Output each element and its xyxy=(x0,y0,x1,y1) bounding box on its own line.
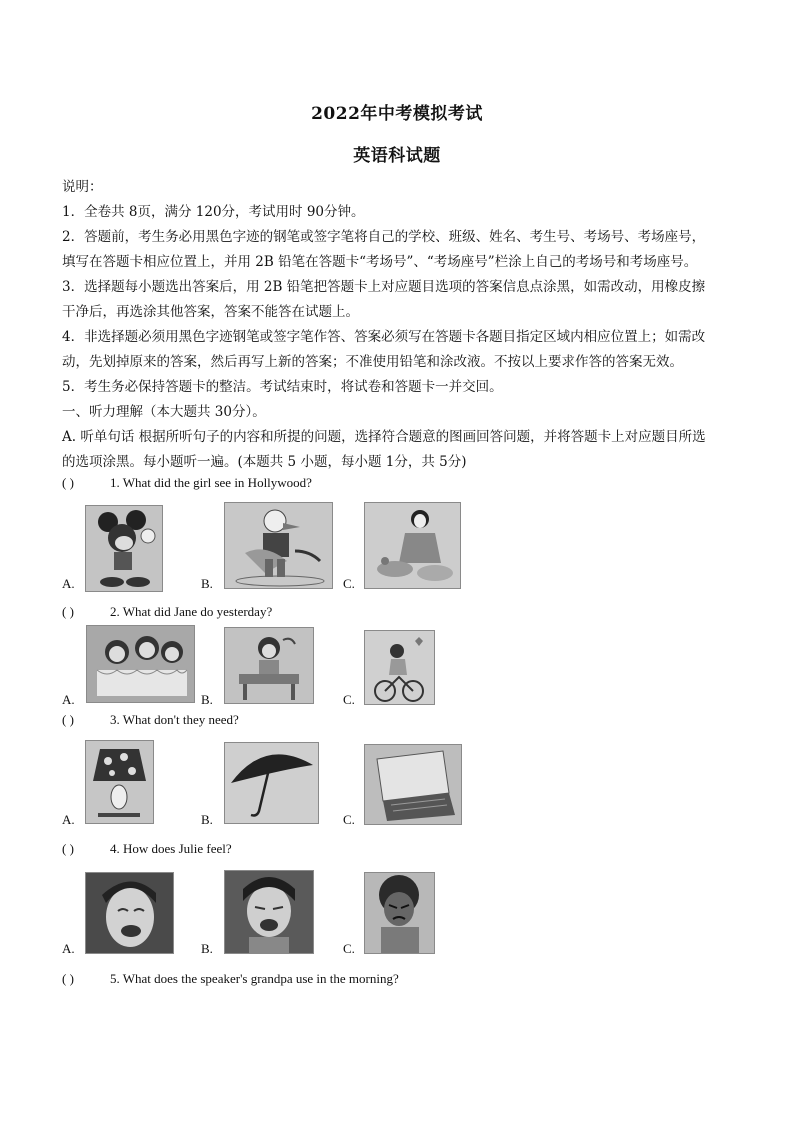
question-5 xyxy=(62,971,399,987)
instruction-line: 2．答题前，考生务必用黑色字迹的钢笔或签字笔将自己的学校、班级、姓名、考生号、考场号、考场座号， xyxy=(62,229,706,245)
option-c-label: C. xyxy=(343,812,355,827)
instruction-line: 4．非选择题必须用黑色字迹钢笔或签字笔作答、答案必须写在答题卡各题目指定区域内相应位置上；如需改 xyxy=(62,329,706,345)
answer-blank[interactable]: ( ) xyxy=(62,712,74,727)
option-c-image-angry-child[interactable] xyxy=(364,872,435,954)
answer-blank[interactable]: ( ) xyxy=(62,475,74,490)
option-a-label: A. xyxy=(62,692,75,707)
answer-blank[interactable]: ( ) xyxy=(62,604,74,619)
question-text: 2. What did Jane do yesterday? xyxy=(110,604,273,619)
option-b-label: B. xyxy=(201,812,213,827)
part-a-instruction: 的选项涂黑。每小题听一遍。(本题共 5 小题，每小题 1分，共 5分) xyxy=(62,454,467,470)
answer-blank[interactable]: ( ) xyxy=(62,841,74,856)
option-c-image-laptop[interactable] xyxy=(364,744,462,825)
option-c-label: C. xyxy=(343,576,355,591)
question-4 xyxy=(62,841,232,857)
question-2 xyxy=(62,604,272,620)
instruction-line: 干净后，再选涂其他答案，答案不能答在试题上。 xyxy=(62,304,359,320)
instruction-line: 动，先划掉原来的答案，然后再写上新的答案；不准使用铅笔和涂改液。不按以上要求作答的答案无效。 xyxy=(62,354,683,370)
instructions-heading: 说明： xyxy=(62,179,103,195)
question-1 xyxy=(62,475,312,491)
instruction-line: 1．全卷共 8页，满分 120分，考试用时 90分钟。 xyxy=(62,204,365,220)
instruction-line: 填写在答题卡相应位置上，并用 2B 铅笔在答题卡“考场号”、“考场座号”栏涂上自己的考场号和考场座号。 xyxy=(62,254,698,270)
option-a-label: A. xyxy=(62,941,75,956)
option-a-image-laughing-woman[interactable] xyxy=(85,872,174,954)
question-text: 3. What don't they need? xyxy=(110,712,239,727)
option-b-image-girl-at-desk[interactable] xyxy=(224,627,314,704)
option-a-label: A. xyxy=(62,576,75,591)
option-a-label: A. xyxy=(62,812,75,827)
option-b-image-umbrella[interactable] xyxy=(224,742,319,824)
section-heading: 一、听力理解（本大题共 30分）。 xyxy=(62,404,266,420)
exam-title: 2022年中考模拟考试 xyxy=(311,104,483,124)
option-a-image-girls-at-table[interactable] xyxy=(86,625,195,703)
option-c-image-girl-on-bicycle[interactable] xyxy=(364,630,435,705)
option-b-image-donald-duck[interactable] xyxy=(224,502,333,589)
exam-subtitle: 英语科试题 xyxy=(353,146,441,166)
option-c-label: C. xyxy=(343,941,355,956)
part-a-instruction: A. 听单句话 根据所听句子的内容和所提的问题，选择符合题意的图画回答问题，并将答题卡上对应题目所选 xyxy=(62,429,706,445)
option-b-label: B. xyxy=(201,692,213,707)
instruction-line: 3．选择题每小题选出答案后，用 2B 铅笔把答题卡上对应题目选项的答案信息点涂黑，如需改动，用橡皮擦 xyxy=(62,279,706,295)
question-text: 5. What does the speaker's grandpa use in the morning? xyxy=(110,971,399,986)
question-text: 4. How does Julie feel? xyxy=(110,841,232,856)
option-b-label: B. xyxy=(201,941,213,956)
option-c-image-snow-white[interactable] xyxy=(364,502,461,589)
question-text: 1. What did the girl see in Hollywood? xyxy=(110,475,312,490)
answer-blank[interactable]: ( ) xyxy=(62,971,74,986)
option-a-image-mickey-mouse[interactable] xyxy=(85,505,163,592)
instruction-line: 5．考生务必保持答题卡的整洁。考试结束时，将试卷和答题卡一并交回。 xyxy=(62,379,503,395)
option-b-image-crying-girl[interactable] xyxy=(224,870,314,954)
option-c-label: C. xyxy=(343,692,355,707)
option-a-image-lamp[interactable] xyxy=(85,740,154,824)
option-b-label: B. xyxy=(201,576,213,591)
question-3 xyxy=(62,712,239,728)
